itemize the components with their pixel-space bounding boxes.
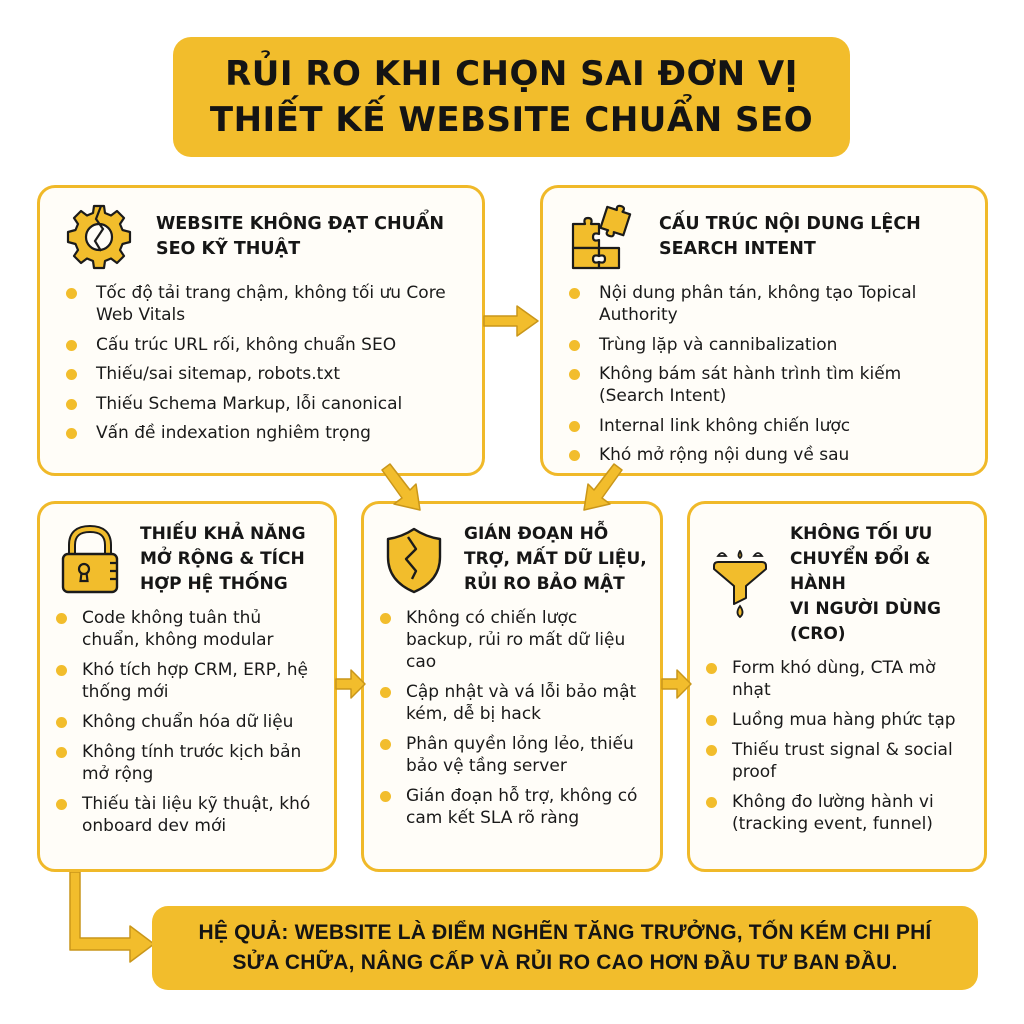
card-cro [687, 501, 987, 872]
list-item [706, 657, 972, 701]
card-title-line: VI NGƯỜI DÙNG (CRO) [790, 599, 941, 644]
list-item [569, 444, 965, 466]
bullet-icon [380, 739, 391, 750]
list-item-text: Internal link không chiến lược [599, 415, 851, 436]
list-item-text: Nội dung phân tán, không tạo Topical Authority [599, 283, 917, 325]
risk-list [543, 270, 985, 466]
list-item-text: Cập nhật và vá lỗi bảo mật kém, dễ bị hack [406, 682, 637, 724]
bullet-icon [380, 613, 391, 624]
list-item [569, 334, 965, 356]
broken-shield-icon [382, 525, 446, 595]
card-title-line: GIÁN ĐOẠN HỖ [464, 524, 609, 544]
list-item [569, 282, 965, 326]
card-technical-seo [37, 185, 485, 476]
consequence-banner [152, 906, 978, 990]
list-item [56, 793, 322, 837]
card-title-line: WEBSITE KHÔNG ĐẠT CHUẨN [156, 214, 445, 234]
bullet-icon [56, 799, 67, 810]
bullet-icon [569, 421, 580, 432]
padlock-icon [58, 525, 122, 595]
bullet-icon [380, 687, 391, 698]
risk-list [364, 597, 660, 829]
list-item-text: Form khó dùng, CTA mờ nhạt [732, 658, 936, 700]
card-title-line: KHÔNG TỐI ƯU [790, 524, 933, 544]
list-item [380, 785, 648, 829]
bullet-icon [56, 665, 67, 676]
card-title [659, 212, 921, 262]
list-item [56, 741, 322, 785]
card-title-line: RỦI RO BẢO MẬT [464, 574, 625, 594]
list-item-text: Không chuẩn hóa dữ liệu [82, 712, 294, 732]
list-item-text: Thiếu Schema Markup, lỗi canonical [96, 393, 403, 414]
list-item-text: Luồng mua hàng phức tạp [732, 710, 956, 730]
bullet-icon [380, 791, 391, 802]
bullet-icon [706, 797, 717, 808]
card-title [156, 212, 444, 262]
list-item-text: Không đo lường hành vi (tracking event, funnel) [732, 792, 934, 834]
card-search-intent [540, 185, 988, 476]
risk-list [690, 647, 984, 835]
title-line-1: RỦI RO KHI CHỌN SAI ĐƠN VỊ [225, 54, 798, 94]
card-title [140, 522, 306, 597]
arrow-down-left-icon [578, 462, 626, 514]
bullet-icon [569, 340, 580, 351]
list-item [56, 711, 322, 733]
bullet-icon [66, 428, 77, 439]
card-title-line: CHUYỂN ĐỔI & HÀNH [790, 549, 931, 594]
arrow-elbow-icon [66, 872, 158, 974]
list-item [56, 607, 322, 651]
list-item-text: Code không tuân thủ chuẩn, không modular [82, 608, 274, 650]
bullet-icon [56, 613, 67, 624]
bullet-icon [569, 450, 580, 461]
card-title [790, 522, 984, 647]
list-item [66, 363, 462, 385]
list-item [66, 334, 462, 356]
card-title-line: SEARCH INTENT [659, 239, 816, 259]
card-scalability [37, 501, 337, 872]
card-title-line: SEO KỸ THUẬT [156, 239, 301, 259]
list-item [380, 733, 648, 777]
card-title-line: CẤU TRÚC NỘI DUNG LỆCH [659, 214, 921, 234]
arrow-right-icon [483, 303, 541, 339]
list-item [569, 415, 965, 437]
list-item [66, 282, 462, 326]
bullet-icon [66, 288, 77, 299]
card-title [464, 522, 647, 597]
list-item-text: Không có chiến lược backup, rủi ro mất dữ liệu cao [406, 608, 626, 672]
list-item-text: Vấn đề indexation nghiêm trọng [96, 423, 371, 443]
card-title-line: TRỢ, MẤT DỮ LIỆU, [464, 549, 647, 569]
arrow-right-icon [335, 667, 367, 701]
list-item [706, 791, 972, 835]
list-item-text: Tốc độ tải trang chậm, không tối ưu Core Web Vitals [96, 283, 446, 325]
bullet-icon [56, 747, 67, 758]
card-title-line: MỞ RỘNG & TÍCH [140, 549, 305, 569]
bullet-icon [569, 369, 580, 380]
list-item-text: Khó tích hợp CRM, ERP, hệ thống mới [82, 660, 309, 702]
card-title-line: THIẾU KHẢ NĂNG [140, 524, 306, 544]
list-item-text: Khó mở rộng nội dung về sau [599, 445, 850, 465]
list-item [56, 659, 322, 703]
list-item [706, 739, 972, 783]
leaking-funnel-icon [708, 550, 772, 620]
bullet-icon [706, 663, 717, 674]
consequence-line-2: SỬA CHỮA, NÂNG CẤP VÀ RỦI RO CAO HƠN ĐẦU TƯ BAN ĐẦU. [232, 951, 898, 974]
list-item [66, 422, 462, 444]
list-item [66, 393, 462, 415]
bullet-icon [56, 717, 67, 728]
bullet-icon [706, 715, 717, 726]
broken-gear-icon [66, 204, 132, 270]
risk-list [40, 270, 482, 444]
bullet-icon [66, 340, 77, 351]
list-item [380, 681, 648, 725]
title-banner [173, 37, 850, 157]
list-item [380, 607, 648, 673]
bullet-icon [706, 745, 717, 756]
arrow-down-right-icon [378, 462, 426, 514]
puzzle-icon [569, 204, 635, 270]
bullet-icon [66, 369, 77, 380]
list-item [706, 709, 972, 731]
consequence-line-1: HỆ QUẢ: WEBSITE LÀ ĐIỂM NGHẼN TĂNG TRƯỞNG, TỐN KÉM CHI PHÍ [198, 921, 932, 944]
bullet-icon [66, 399, 77, 410]
risk-list [40, 597, 334, 837]
arrow-right-icon [661, 667, 693, 701]
list-item-text: Thiếu tài liệu kỹ thuật, khó onboard dev mới [82, 794, 311, 836]
list-item-text: Gián đoạn hỗ trợ, không có cam kết SLA rõ ràng [406, 786, 638, 828]
card-title-line: HỢP HỆ THỐNG [140, 574, 288, 594]
card-security [361, 501, 663, 872]
title-line-2: THIẾT KẾ WEBSITE CHUẨN SEO [209, 100, 814, 140]
list-item [569, 363, 965, 407]
list-item-text: Không tính trước kịch bản mở rộng [82, 742, 302, 784]
list-item-text: Không bám sát hành trình tìm kiếm (Search Intent) [599, 364, 902, 406]
bullet-icon [569, 288, 580, 299]
list-item-text: Thiếu trust signal & social proof [732, 740, 953, 782]
list-item-text: Thiếu/sai sitemap, robots.txt [96, 364, 341, 384]
list-item-text: Cấu trúc URL rối, không chuẩn SEO [96, 334, 397, 355]
list-item-text: Trùng lặp và cannibalization [599, 334, 838, 355]
list-item-text: Phân quyền lỏng lẻo, thiếu bảo vệ tầng server [406, 734, 634, 776]
